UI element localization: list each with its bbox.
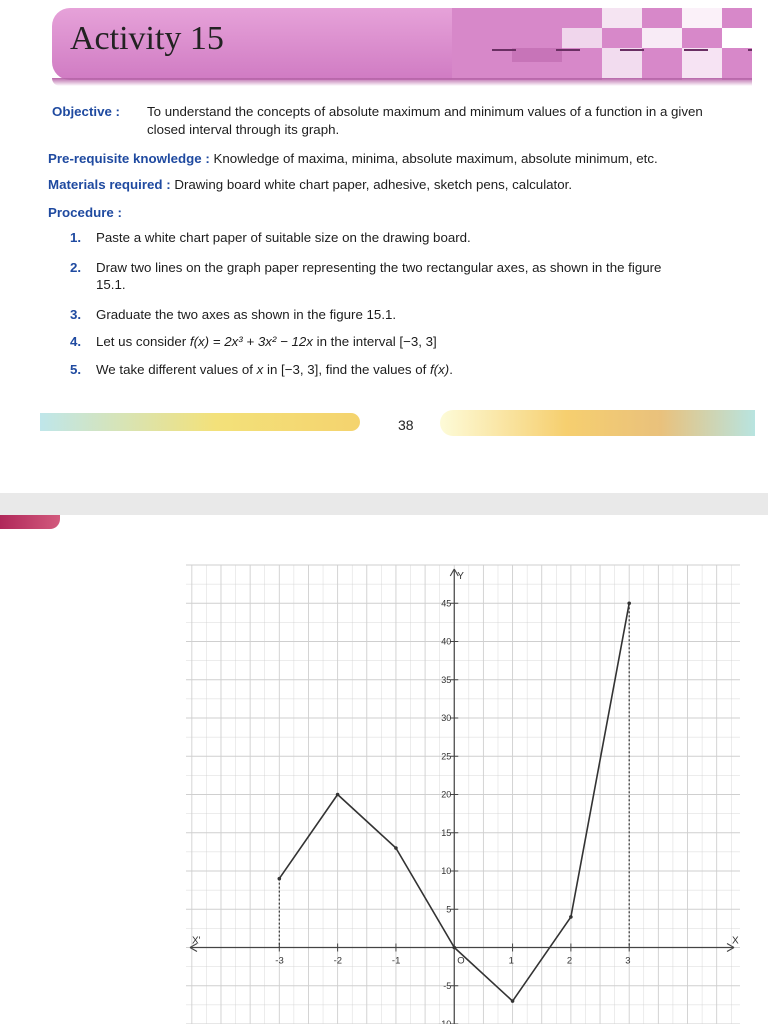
y-tick-label: 25: [441, 751, 452, 762]
objective-text-line2: closed interval through its graph.: [147, 122, 340, 137]
x-axis-label-negative: X': [192, 935, 201, 947]
data-point: [452, 946, 456, 950]
y-tick-label: 10: [441, 866, 452, 876]
procedure-step-2: 2. Draw two lines on the graph paper representing the two rectangular axes, as shown in the figure: [70, 260, 662, 275]
y-tick-label: 35: [441, 674, 452, 685]
y-tick-label: 30: [441, 713, 452, 723]
banner-checker-pattern: [452, 8, 752, 80]
materials-section: [48, 176, 572, 193]
activity-title: Activity 15: [70, 20, 224, 57]
x-axis-label: X: [732, 935, 739, 947]
data-point: [394, 846, 398, 850]
procedure-step-3: 3. Graduate the two axes as shown in the figure 15.1.: [70, 307, 397, 322]
objective-text-line1: To understand the concepts of absolute maximum and minimum values of a function in a given: [147, 104, 703, 119]
y-tick-label: 15: [441, 827, 452, 838]
function-expression: f(x) = 2x³ + 3x² − 12x: [189, 334, 313, 349]
procedure-step-5: 5. We take different values of x in [−3, 3], find the values of f(x).: [70, 362, 453, 377]
footer-decor-left: [40, 413, 360, 431]
page-number: 38: [398, 417, 414, 433]
graph-figure: [0, 515, 768, 1024]
data-point: [511, 999, 515, 1003]
data-point: [336, 793, 340, 797]
y-tick-label: 20: [441, 789, 452, 800]
page-bottom: [0, 515, 768, 1024]
procedure-step-1: 1. Paste a white chart paper of suitable size on the drawing board.: [70, 230, 471, 245]
materials-label: Materials required :: [48, 177, 171, 192]
prerequisite-section: [48, 150, 658, 167]
procedure-step-2-cont: 15.1.: [96, 277, 126, 292]
x-tick-label: 3: [625, 955, 631, 967]
y-tick-label: 45: [441, 598, 452, 609]
data-point: [627, 601, 631, 605]
data-point: [569, 915, 573, 919]
corner-decor: [0, 515, 60, 529]
data-point: [278, 877, 282, 881]
y-tick-label: 40: [441, 636, 452, 647]
y-axis-label: Y: [457, 571, 464, 582]
objective-section: [52, 103, 762, 120]
procedure-label: Procedure :: [48, 205, 122, 220]
page-top: [0, 0, 768, 493]
y-tick-label: -5: [443, 980, 452, 991]
prerequisite-label: Pre-requisite knowledge :: [48, 151, 210, 166]
prerequisite-text: Knowledge of maxima, minima, absolute maximum, absolute minimum, etc.: [213, 151, 658, 166]
y-tick-label: 5: [446, 904, 452, 915]
graph-labels: [192, 571, 739, 1024]
activity-banner: [52, 8, 752, 80]
banner-shadow: [52, 78, 752, 86]
footer-decor-right: [440, 410, 755, 436]
x-tick-label: -1: [391, 955, 401, 967]
x-tick-label: 2: [566, 955, 573, 967]
y-tick-label: -10: [438, 1019, 452, 1024]
page-divider: [0, 493, 768, 515]
materials-text: Drawing board white chart paper, adhesive, sketch pens, calculator.: [174, 177, 573, 192]
x-tick-label: -2: [333, 955, 343, 967]
objective-label: Objective :: [52, 104, 120, 119]
x-tick-label: -3: [275, 955, 284, 967]
x-tick-label: O: [457, 955, 465, 967]
x-tick-label: 1: [508, 955, 514, 967]
procedure-step-4: 4. Let us consider f(x) = 2x³ + 3x² − 12x in the interval [−3, 3]: [70, 334, 437, 349]
